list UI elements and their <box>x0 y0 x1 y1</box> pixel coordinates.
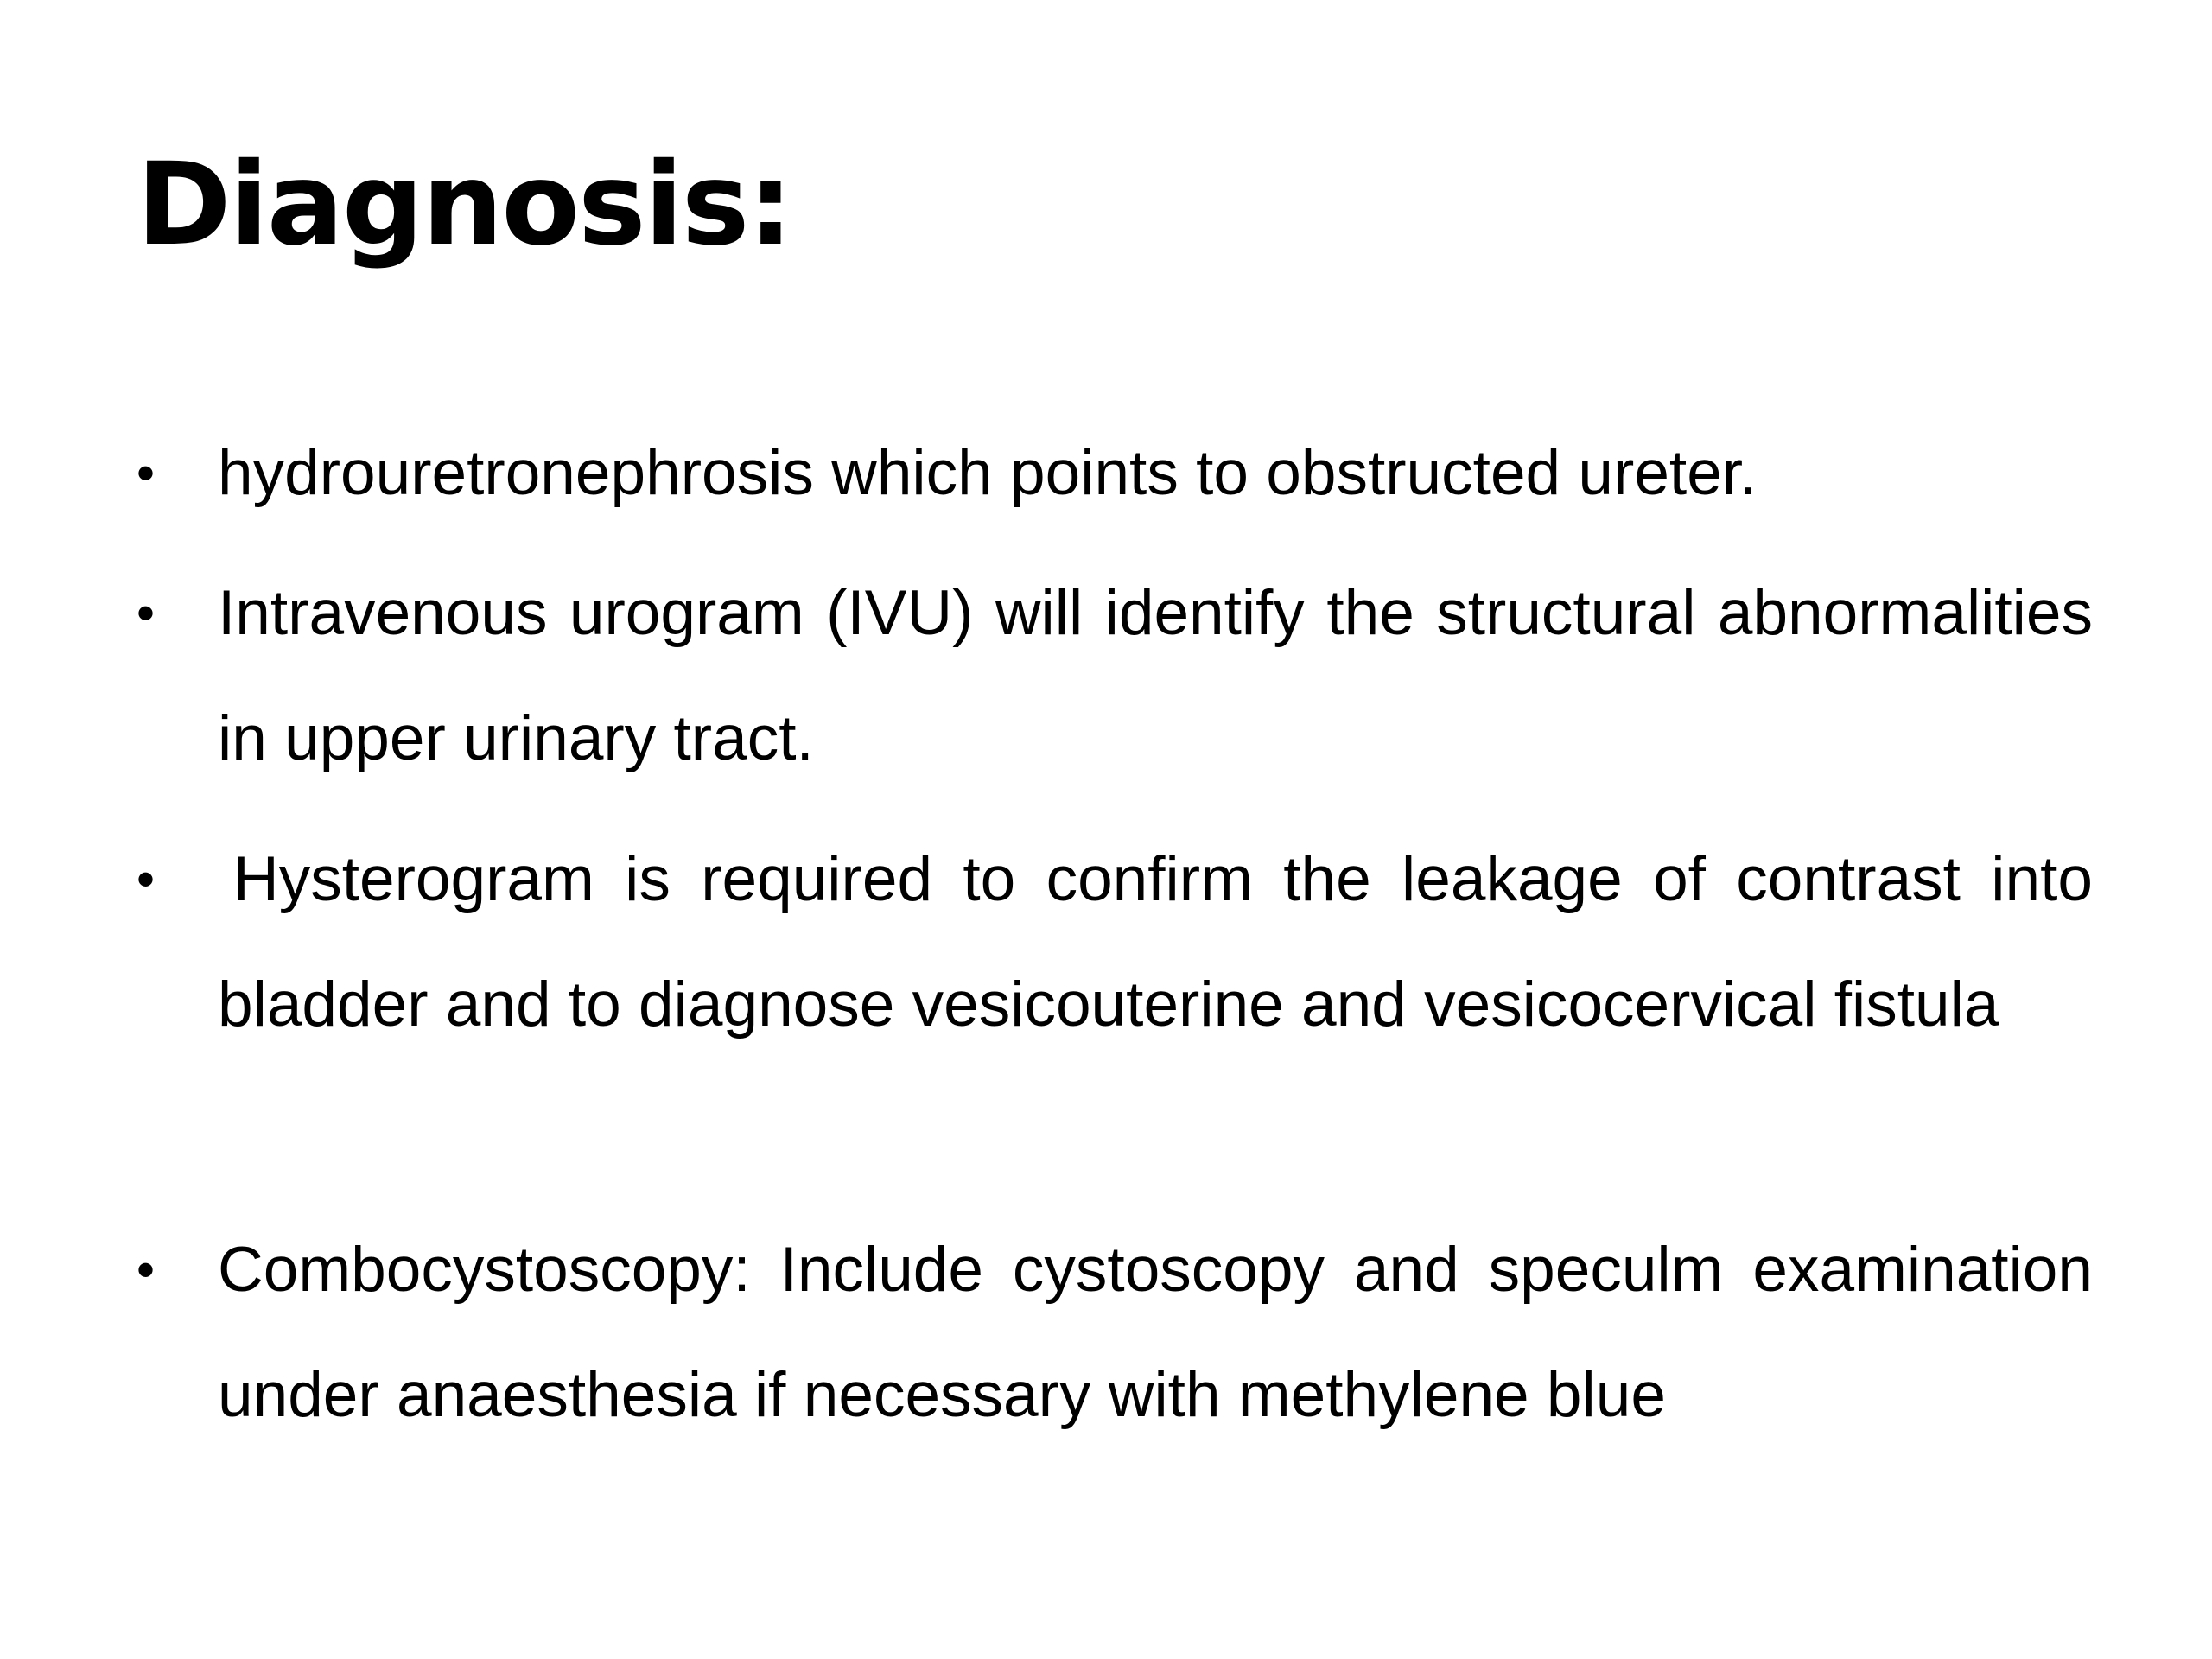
bullet-icon: • <box>137 1241 156 1299</box>
bullet-text: Intravenous urogram (IVU) will identify the structural abnormalities in upper urinary tract. <box>218 578 2093 773</box>
list-item <box>137 550 2093 801</box>
bullet-text: Hysterogram is required to confirm the leakage of contrast into bladder and to diagnose vesicouterine and vesicocervical fistula <box>218 844 2093 1039</box>
list-item <box>137 817 2093 1067</box>
bullet-icon: • <box>137 584 156 642</box>
bullet-icon: • <box>137 444 156 502</box>
bullet-icon: • <box>137 850 156 908</box>
bullet-text: hydrouretronephrosis which points to obstructed ureter. <box>218 438 1758 508</box>
list-item <box>137 410 2093 536</box>
bullet-text: Combocystoscopy: Include cystoscopy and speculm examination under anaesthesia if necessary with methylene blue <box>218 1235 2093 1430</box>
list-item <box>137 1207 2093 1458</box>
slide-title: Diagnosis: <box>137 138 792 271</box>
